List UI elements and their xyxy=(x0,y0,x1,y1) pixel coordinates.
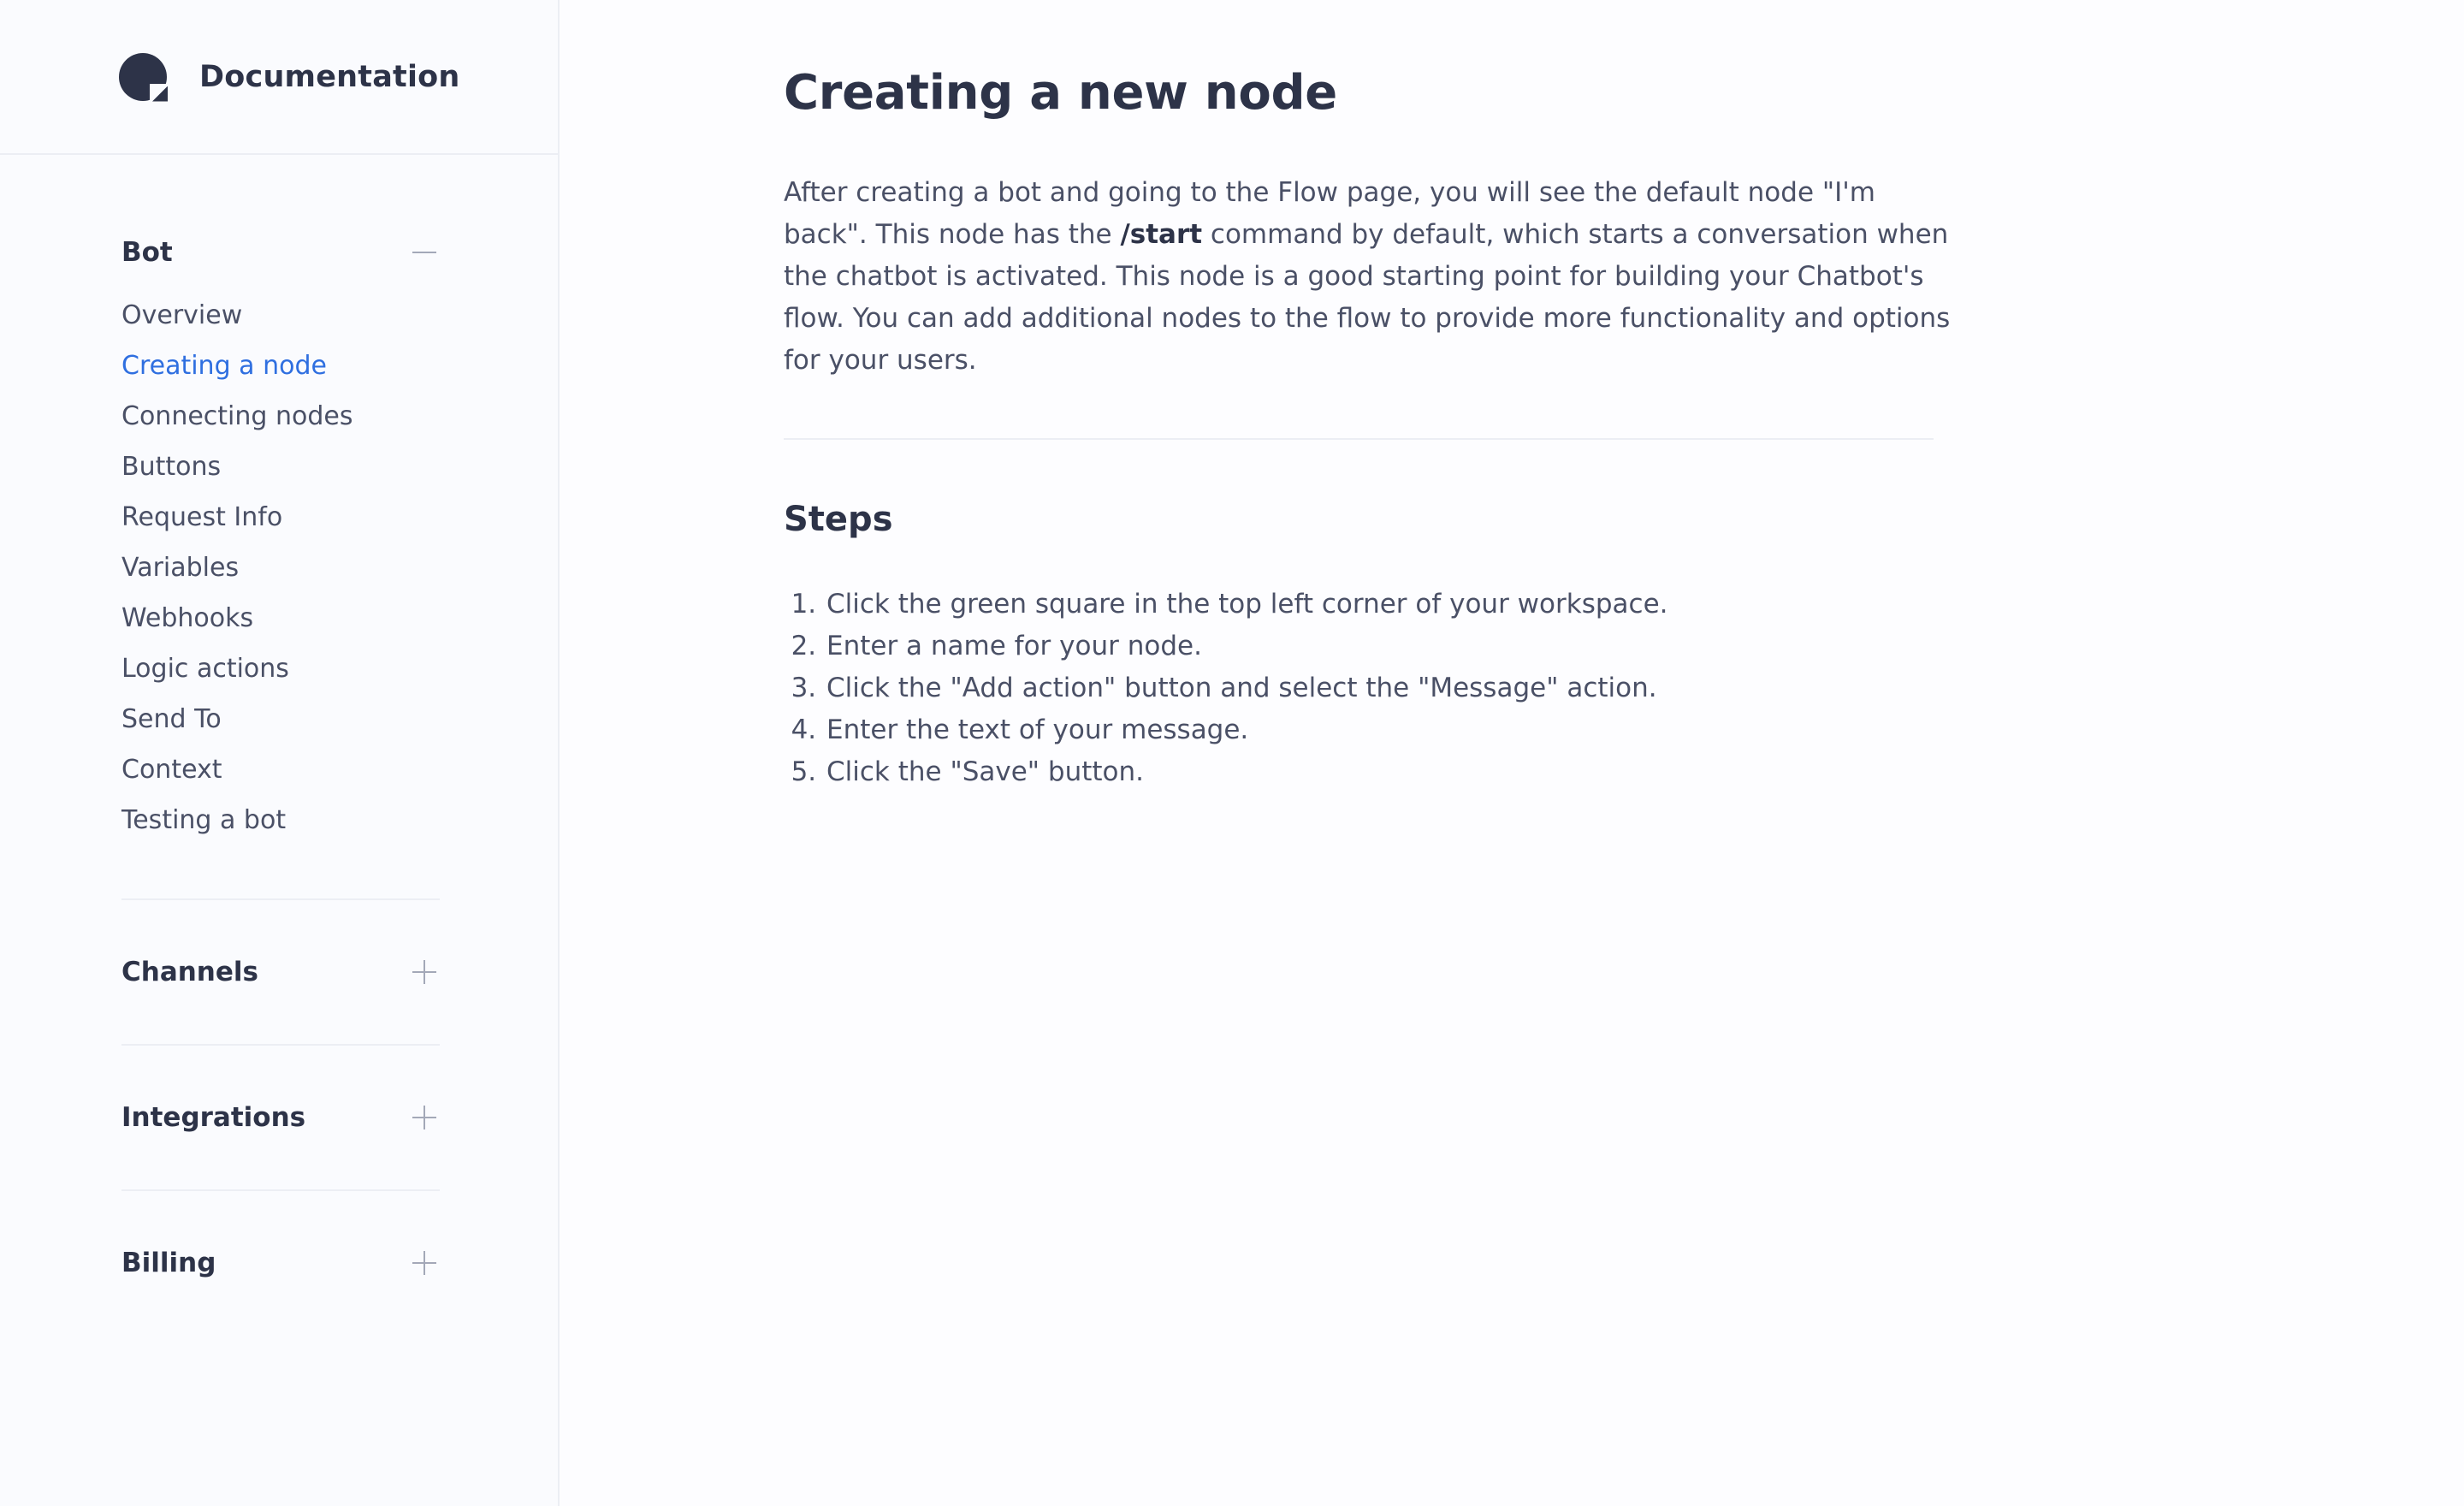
sidebar-item-testing-a-bot[interactable]: Testing a bot xyxy=(121,805,287,835)
step-item: 4. Enter the text of your message. xyxy=(825,709,1947,751)
section-toggle-channels[interactable] xyxy=(121,953,436,991)
steps-heading: Steps xyxy=(784,500,893,539)
sidebar-item-send-to[interactable]: Send To xyxy=(121,704,222,734)
plus-icon[interactable] xyxy=(412,960,436,984)
start-command: /start xyxy=(1120,219,1203,250)
sidebar-item-overview[interactable]: Overview xyxy=(121,300,243,330)
section-toggle-integrations[interactable] xyxy=(121,1099,436,1136)
sidebar-item-context[interactable]: Context xyxy=(121,755,222,785)
minus-icon[interactable] xyxy=(412,240,436,264)
intro-text-end: command by default, which starts a conversation when the chatbot is activated. This node is a good starting point for building your Chatbot's flow. You can add additional nodes to the flow to provide more functionality and options for your users. xyxy=(784,219,1951,376)
section-title-billing: Billing xyxy=(121,1248,216,1278)
step-item: 3. Click the "Add action" button and select the "Message" action. xyxy=(825,667,1947,709)
page-title: Creating a new node xyxy=(784,65,1337,121)
sidebar-item-request-info[interactable]: Request Info xyxy=(121,502,283,532)
section-toggle-bot[interactable] xyxy=(121,234,436,271)
nav-section-billing xyxy=(121,1191,436,1335)
half-circle-logo-icon xyxy=(119,53,167,101)
nav-list-bot xyxy=(121,290,436,845)
step-item: 5. Click the "Save" button. xyxy=(825,751,1947,793)
step-item: 2. Enter a name for your node. xyxy=(825,626,1947,667)
content-divider xyxy=(784,438,1934,440)
intro-text-start: After creating a bot and going to the Flow page, you will see the default node "I'm back". This node has the xyxy=(784,177,1875,250)
step-item: 1. Click the green square in the top left corner of your workspace. xyxy=(825,584,1947,626)
nav-section-integrations xyxy=(121,1046,436,1189)
section-toggle-billing[interactable] xyxy=(121,1244,436,1282)
main-content xyxy=(784,0,1951,793)
plus-icon[interactable] xyxy=(412,1251,436,1275)
steps-list xyxy=(784,584,1947,793)
section-title-channels: Channels xyxy=(121,957,258,987)
sidebar-item-logic-actions[interactable]: Logic actions xyxy=(121,654,289,684)
sidebar xyxy=(0,0,560,1506)
sidebar-item-webhooks[interactable]: Webhooks xyxy=(121,603,254,633)
sidebar-item-buttons[interactable]: Buttons xyxy=(121,452,222,482)
section-title-bot: Bot xyxy=(121,237,173,268)
sidebar-nav xyxy=(0,155,558,1335)
nav-section-channels xyxy=(121,900,436,1044)
sidebar-item-connecting-nodes[interactable]: Connecting nodes xyxy=(121,401,353,431)
section-title-integrations: Integrations xyxy=(121,1102,306,1133)
sidebar-item-variables[interactable]: Variables xyxy=(121,553,240,583)
intro-paragraph xyxy=(784,172,1956,382)
brand-title: Documentation xyxy=(199,59,460,94)
brand-header[interactable] xyxy=(0,0,558,155)
sidebar-item-creating-a-node[interactable]: Creating a node xyxy=(121,351,327,381)
nav-section-bot xyxy=(121,234,436,898)
plus-icon[interactable] xyxy=(412,1106,436,1130)
